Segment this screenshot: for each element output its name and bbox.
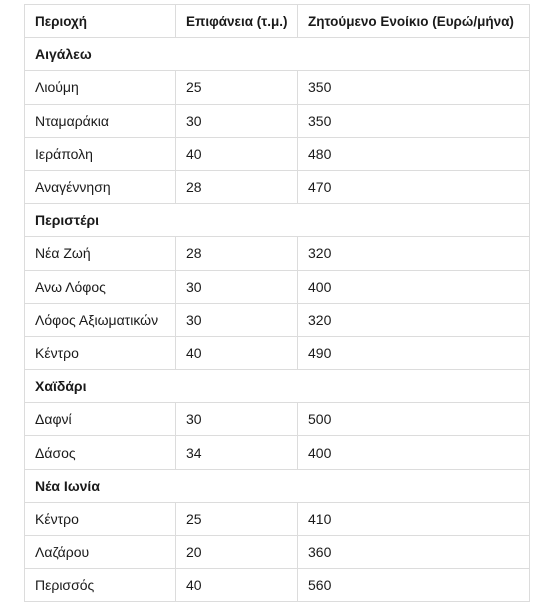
- cell-rent: 500: [298, 403, 530, 436]
- cell-surface: 40: [176, 137, 298, 170]
- cell-rent: 490: [298, 336, 530, 369]
- cell-surface: 28: [176, 170, 298, 203]
- cell-location: Νταμαράκια: [25, 104, 176, 137]
- table-row: [25, 536, 530, 569]
- rent-table: [24, 4, 530, 602]
- cell-rent: 400: [298, 436, 530, 469]
- cell-location: Ανω Λόφος: [25, 270, 176, 303]
- table-row: [25, 303, 530, 336]
- cell-surface: 34: [176, 436, 298, 469]
- cell-location: Κέντρο: [25, 336, 176, 369]
- table-row: [25, 436, 530, 469]
- cell-rent: 410: [298, 502, 530, 535]
- cell-rent: 320: [298, 237, 530, 270]
- cell-location: Περισσός: [25, 569, 176, 602]
- cell-location: Κέντρο: [25, 502, 176, 535]
- cell-location: Αναγέννηση: [25, 170, 176, 203]
- cell-location: Λιούμη: [25, 71, 176, 104]
- cell-surface: 40: [176, 569, 298, 602]
- cell-surface: 30: [176, 104, 298, 137]
- cell-rent: 470: [298, 170, 530, 203]
- table-row: [25, 104, 530, 137]
- table-row: [25, 270, 530, 303]
- table-row: [25, 71, 530, 104]
- table-row: [25, 403, 530, 436]
- table-body: [25, 38, 530, 602]
- rent-table-container: [24, 4, 529, 602]
- table-row: [25, 502, 530, 535]
- cell-location: Νέα Ζωή: [25, 237, 176, 270]
- table-row: [25, 137, 530, 170]
- header-surface: Επιφάνεια (τ.μ.): [176, 5, 298, 38]
- group-row: [25, 204, 530, 237]
- cell-surface: 30: [176, 270, 298, 303]
- cell-surface: 30: [176, 303, 298, 336]
- table-row: [25, 336, 530, 369]
- cell-rent: 320: [298, 303, 530, 336]
- cell-location: Λόφος Αξιωματικών: [25, 303, 176, 336]
- cell-surface: 25: [176, 71, 298, 104]
- cell-rent: 360: [298, 536, 530, 569]
- cell-location: Δάσος: [25, 436, 176, 469]
- group-row: [25, 38, 530, 71]
- cell-location: Ιεράπολη: [25, 137, 176, 170]
- header-area: Περιοχή: [25, 5, 176, 38]
- header-row: [25, 5, 530, 38]
- cell-rent: 350: [298, 104, 530, 137]
- cell-surface: 40: [176, 336, 298, 369]
- cell-rent: 350: [298, 71, 530, 104]
- cell-rent: 560: [298, 569, 530, 602]
- group-row: [25, 469, 530, 502]
- table-row: [25, 237, 530, 270]
- cell-surface: 25: [176, 502, 298, 535]
- cell-surface: 20: [176, 536, 298, 569]
- cell-surface: 30: [176, 403, 298, 436]
- cell-location: Λαζάρου: [25, 536, 176, 569]
- header-rent: Ζητούμενο Ενοίκιο (Ευρώ/μήνα): [298, 5, 530, 38]
- cell-rent: 400: [298, 270, 530, 303]
- group-row: [25, 370, 530, 403]
- group-name: Περιστέρι: [25, 204, 530, 237]
- group-name: Χαϊδάρι: [25, 370, 530, 403]
- table-row: [25, 170, 530, 203]
- group-name: Αιγάλεω: [25, 38, 530, 71]
- table-row: [25, 569, 530, 602]
- cell-rent: 480: [298, 137, 530, 170]
- cell-surface: 28: [176, 237, 298, 270]
- group-name: Νέα Ιωνία: [25, 469, 530, 502]
- cell-location: Δαφνί: [25, 403, 176, 436]
